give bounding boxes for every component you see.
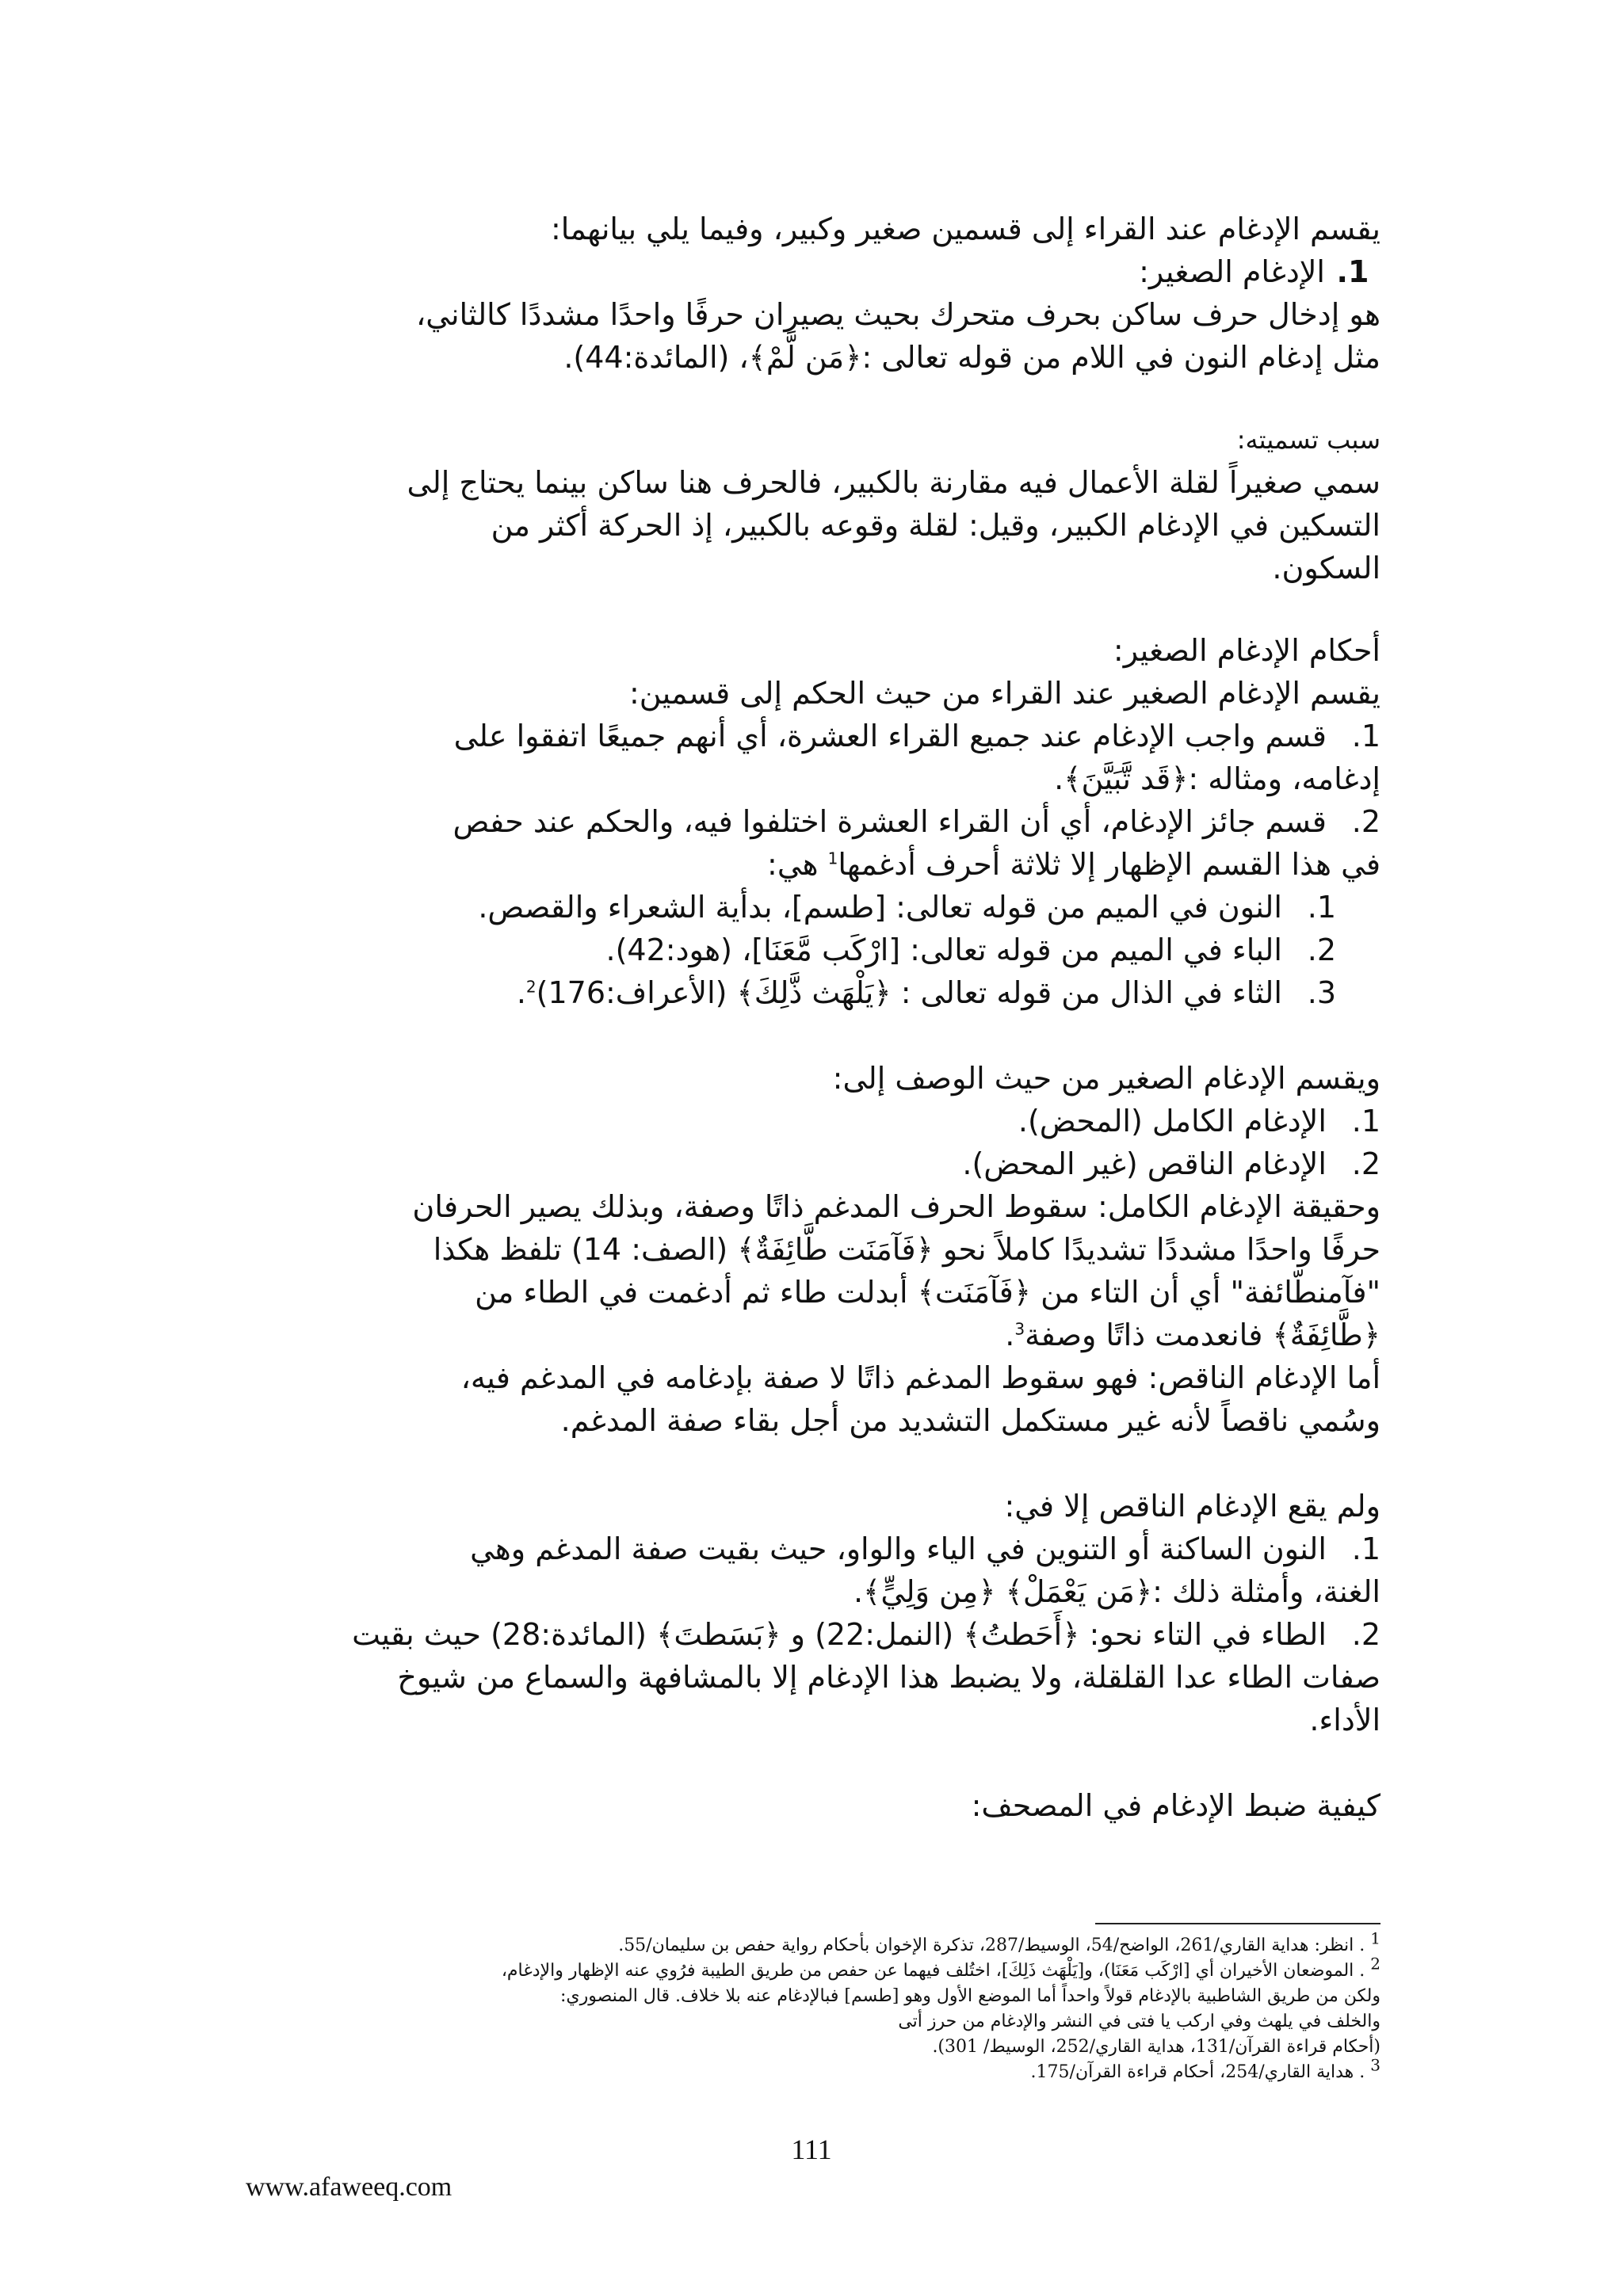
only-item-1-line-1 [246, 1527, 1381, 1570]
rules-heading: أحكام الإدغام الصغير: [1113, 633, 1381, 668]
page-number: 111 [791, 2134, 832, 2165]
sub-item-3 [246, 971, 1381, 1014]
list-number: 2. [1351, 1617, 1381, 1652]
description-heading: ويقسم الإدغام الصغير من حيث الوصف إلى: [832, 1061, 1381, 1096]
footnote-3 [246, 2055, 1381, 2085]
footnote-2-line-2: ولكن من طريق الشاطبية بالإدغام قولاً واحداً أما الموضع الأول وهو [طسم] فبالإدغام عنه بلا خلاف. قال المنصوري: [559, 1986, 1381, 2006]
footnote-number: 3 [1370, 2055, 1381, 2075]
list-number: 2. [1351, 804, 1381, 839]
partial-idgham-line-1: أما الإدغام الناقص: فهو سقوط المدغم ذاتًا لا صفة بإدغامه في المدغم فيه، [460, 1360, 1381, 1395]
description-item-1 [246, 1100, 1381, 1142]
footnote-number: 1 [1370, 1928, 1381, 1948]
footnote-2-line-3: والخلف في يلهث وفي اركب يا فتى في النشر والإدغام من حرز أتى [898, 2012, 1381, 2031]
list-number: 1. [1351, 1531, 1381, 1566]
footnote-2-line-4: (أحكام قراءة القرآن/131، هداية القاري/252، الوسيط/ 301). [932, 2037, 1381, 2057]
list-text: في هذا القسم الإظهار إلا ثلاثة أحرف أدغمها [838, 847, 1381, 882]
section-heading-small-idgham [246, 250, 1381, 293]
list-text: الباء في الميم من قوله تعالى: [ارْكَب مَّعَنَا]، (هود:42). [605, 933, 1282, 967]
sub-item-2 [246, 929, 1381, 971]
list-number: 3. [1307, 975, 1336, 1010]
full-idgham-line-2: حرفًا واحدًا مشددًا تشديدًا كاملاً نحو ﴿فَآمَنَت طَّائِفَةٌ﴾ (الصف: 14) تلفظ هكذا [433, 1232, 1381, 1267]
list-text: النون الساكنة أو التنوين في الياء والواو، حيث بقيت صفة المدغم وهي [470, 1531, 1327, 1566]
list-number: 2. [1351, 1146, 1381, 1181]
partial-idgham-line-2: وسُمي ناقصاً لأنه غير مستكمل التشديد من أجل بقاء صفة المدغم. [560, 1403, 1381, 1438]
list-number: 1. [1351, 1104, 1381, 1138]
section-number: 1. [1336, 254, 1369, 289]
mushaf-heading: كيفية ضبط الإدغام في المصحف: [971, 1788, 1381, 1823]
footnote-text: . هداية القاري/254، أحكام قراءة القرآن/175. [1030, 2062, 1371, 2082]
footnote-1 [246, 1928, 1381, 1958]
list-text: . [516, 975, 526, 1010]
partial-only-heading: ولم يقع الإدغام الناقص إلا في: [1004, 1489, 1381, 1524]
section-title: الإدغام الصغير: [1139, 254, 1325, 289]
definition-line-2: مثل إدغام النون في اللام من قوله تعالى :﴿مَن لَّمْ﴾، (المائدة:44). [563, 340, 1381, 375]
footnote-number: 2 [1370, 1954, 1381, 1974]
reason-line-3: السكون. [1272, 551, 1381, 585]
footnote-2 [246, 1954, 1381, 1984]
rules-item-2-line-2 [246, 843, 1381, 886]
list-text: الطاء في التاء نحو: ﴿أَحَطتُ﴾ (النمل:22) و ﴿بَسَطتَ﴾ (المائدة:28) حيث بقيت [352, 1617, 1327, 1652]
rules-item-2-line-1 [246, 800, 1381, 843]
full-idgham-line-1: وحقيقة الإدغام الكامل: سقوط الحرف المدغم ذاتًا وصفة، وبذلك يصير الحرفان [412, 1189, 1381, 1224]
rules-item-1-line-2: إدغامه، ومثاله :﴿قَد تَّبَيَّنَ﴾. [1054, 761, 1381, 796]
list-text: الإدغام الكامل (المحض). [1018, 1104, 1327, 1138]
only-item-2-line-2: صفات الطاء عدا القلقلة، ولا يضبط هذا الإدغام إلا بالمشافهة والسماع من شيوخ [397, 1660, 1381, 1695]
list-text: الثاء في الذال من قوله تعالى : ﴿يَلْهَث ذَّلِكَ﴾ (الأعراف:176) [536, 975, 1282, 1010]
list-number: 2. [1307, 933, 1336, 967]
list-number: 1. [1307, 890, 1336, 925]
footnote-ref: 3 [1014, 1319, 1025, 1339]
reason-line-1: سمي صغيراً لقلة الأعمال فيه مقارنة بالكبير، فالحرف هنا ساكن بينما يحتاج إلى [407, 465, 1381, 500]
reason-heading: سبب تسميته: [1236, 425, 1381, 455]
list-number: 1. [1351, 719, 1381, 753]
list-text: قسم جائز الإدغام، أي أن القراء العشرة اختلفوا فيه، والحكم عند حفص [453, 804, 1327, 839]
reason-line-2: التسكين في الإدغام الكبير، وقيل: لقلة وقوعه بالكبير، إذ الحركة أكثر من [491, 508, 1381, 543]
body-text: ﴿طَّائِفَةٌ﴾ فانعدمت ذاتًا وصفة [1025, 1318, 1381, 1352]
footnotes [246, 1928, 1381, 2085]
rules-item-1-line-1 [246, 715, 1381, 757]
body-text: . [1005, 1318, 1015, 1352]
list-text: النون في الميم من قوله تعالى: [طسم]، بدأية الشعراء والقصص. [478, 890, 1282, 925]
description-item-2 [246, 1142, 1381, 1185]
footnote-ref: 1 [827, 849, 838, 868]
rules-intro-line: يقسم الإدغام الصغير عند القراء من حيث الحكم إلى قسمين: [628, 676, 1381, 711]
footnote-text: . انظر: هداية القاري/261، الواضح/54، الوسيط/287، تذكرة الإخوان بأحكام رواية حفص بن سليمان/55. [618, 1936, 1371, 1955]
only-item-2-line-3: الأداء. [1309, 1703, 1381, 1737]
full-idgham-line-4 [246, 1314, 1381, 1356]
sub-item-1 [246, 886, 1381, 929]
main-text [246, 208, 1381, 1827]
only-item-2-line-1 [246, 1613, 1381, 1656]
full-idgham-line-3: "فآمنطّائفة" أي أن التاء من ﴿فَآمَنَت﴾ أبدلت طاء ثم أدغمت في الطاء من [475, 1275, 1381, 1310]
intro-line: يقسم الإدغام عند القراء إلى قسمين صغير وكبير، وفيما يلي بيانهما: [550, 212, 1381, 246]
footnote-separator [1095, 1923, 1381, 1924]
definition-line-1: هو إدخال حرف ساكن بحرف متحرك بحيث يصيران حرفًا واحدًا مشددًا كالثاني، [416, 297, 1381, 332]
list-text: قسم واجب الإدغام عند جميع القراء العشرة، أي أنهم جميعًا اتفقوا على [453, 719, 1327, 753]
only-item-1-line-2: الغنة، وأمثلة ذلك :﴿مَن يَعْمَلْ﴾ ﴿مِن وَلِيٍّ﴾. [853, 1574, 1381, 1609]
list-text: الإدغام الناقص (غير المحض). [962, 1146, 1327, 1181]
website-link[interactable]: www.afaweeq.com [246, 2172, 453, 2202]
footnote-text: . الموضعان الأخيران أي [ارْكَب مَعَنَا)، و[يَلْهَث ذَلِكَ]، اختُلف فيهما عن حفص من طريق الطيبة فرُوي عنه الإظهار والإدغام، [501, 1961, 1371, 1981]
list-text: هي: [767, 847, 828, 882]
footnote-ref: 2 [525, 977, 537, 997]
